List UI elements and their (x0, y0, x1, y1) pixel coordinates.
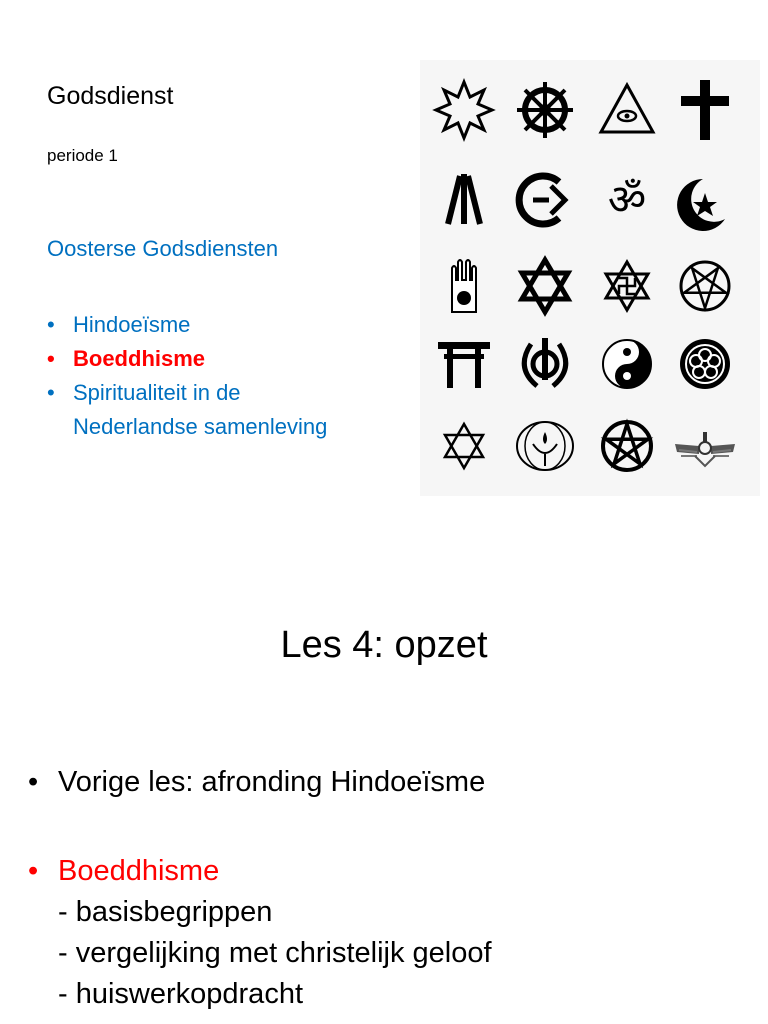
agenda-item-buddhism (28, 851, 748, 1015)
unitarian-chalice-icon (517, 422, 573, 470)
tenrikyo-icon (680, 339, 730, 389)
agenda-label: Vorige les: afronding Hindoeïsme (58, 766, 486, 798)
yin-yang-icon (603, 340, 651, 388)
agenda-subitem-comparison: - vergelijking met christelijk geloof (58, 937, 492, 969)
symbols-svg (420, 60, 760, 496)
eye-of-providence-icon (601, 85, 653, 132)
om-icon (608, 175, 646, 224)
bullet-icon: • (47, 312, 55, 337)
topic-label: Hindoeïsme (73, 312, 191, 337)
faravahar-icon (675, 432, 735, 466)
torii-icon (438, 342, 490, 388)
topic-label-line2: Nederlandse samenleving (73, 414, 328, 439)
khanda-icon (524, 338, 565, 386)
topic-item-buddhism (47, 342, 387, 376)
agenda-subitem-homework: - huiswerkopdracht (58, 978, 303, 1010)
agenda-list (28, 762, 748, 1015)
dharma-wheel-icon (517, 82, 573, 138)
eckankar-icon (519, 176, 565, 224)
svg-text:ॐ: ॐ (607, 175, 647, 224)
crescent-star-icon (677, 179, 725, 231)
latin-cross-icon (681, 80, 729, 140)
bahai-star-icon (436, 82, 492, 138)
pentacle-icon (603, 422, 651, 470)
agenda-label: Boeddhisme (58, 855, 220, 887)
bullet-icon: • (47, 346, 55, 371)
topic-item-hinduism (47, 308, 387, 342)
course-title: Godsdienst (47, 82, 174, 110)
topic-item-spirituality (47, 376, 387, 444)
topic-label: Boeddhisme (73, 346, 206, 371)
topic-list (47, 308, 387, 444)
jain-hand-icon (452, 260, 476, 312)
section-heading: Oosterse Godsdiensten (47, 236, 279, 261)
bullet-icon: • (47, 380, 55, 405)
star-of-david-icon (522, 260, 568, 312)
religious-symbols-image (420, 60, 760, 496)
agenda-spacer (28, 803, 748, 851)
bullet-icon: • (28, 766, 39, 798)
raelian-icon (606, 262, 648, 310)
topic-label-line1: Spiritualiteit in de (73, 380, 241, 405)
pentagram-circle-icon (681, 262, 729, 310)
ayyavazhi-icon (448, 174, 480, 224)
period-label: periode 1 (47, 146, 118, 165)
agenda-subitem-basics: - basisbegrippen (58, 896, 273, 928)
bullet-icon: • (28, 855, 39, 887)
slide-title: Les 4: opzet (280, 624, 488, 666)
agenda-item-previous (28, 762, 748, 803)
unicursal-hexagram-icon (445, 424, 483, 468)
